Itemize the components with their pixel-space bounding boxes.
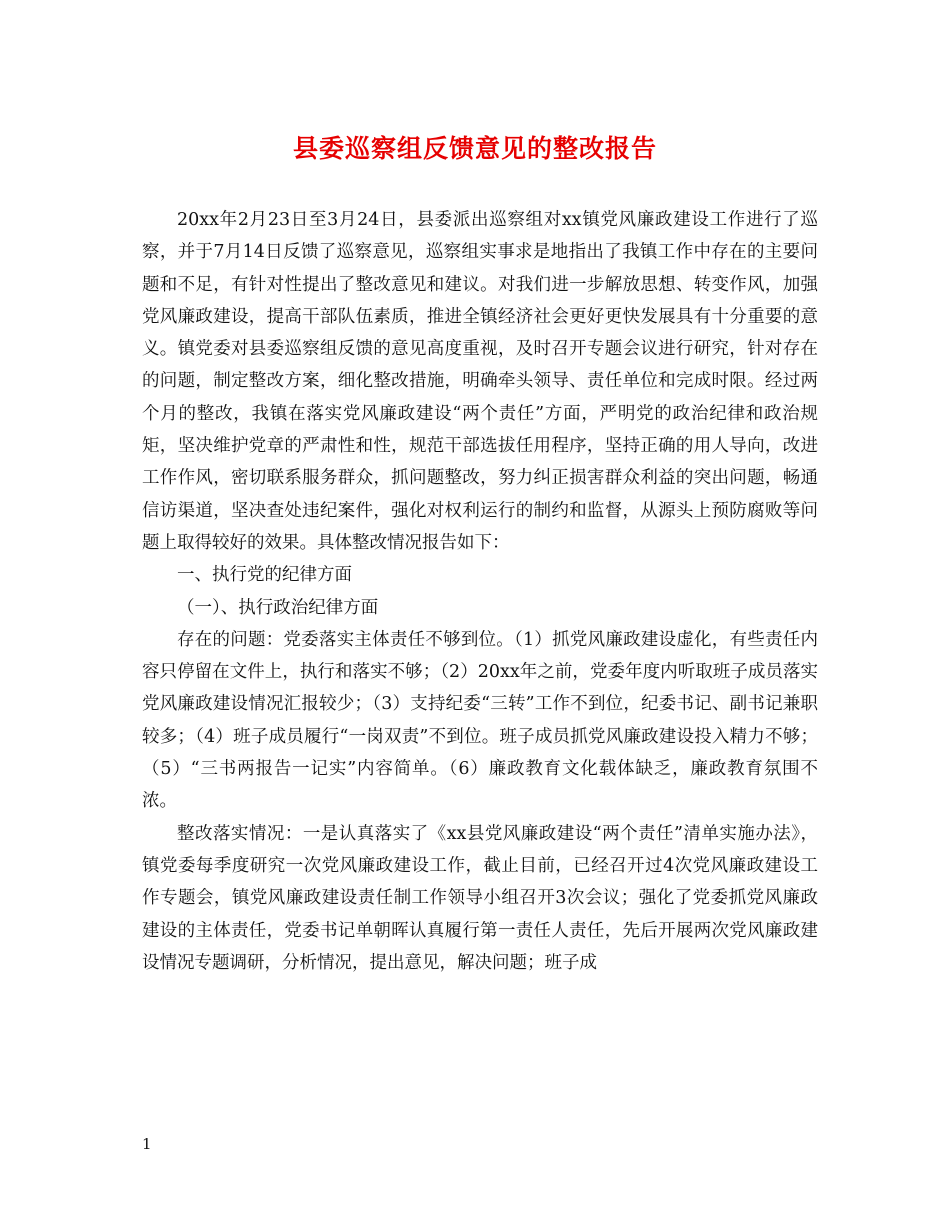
page-number: 1 <box>142 1135 152 1153</box>
paragraph-intro: 20xx年2月23日至3月24日，县委派出巡察组对xx镇党风廉政建设工作进行了巡察，并于7月14日反馈了巡察意见，巡察组实事求是地指出了我镇工作中存在的主要问题和不足，有针对性提出了整改意见和建议。对我们进一步解放思想、转变作风，加强党风廉政建设，提高干部队伍素质，推进全镇经济社会更好更快发展具有十分重要的意义。镇党委对县委巡察组反馈的意见高度重视，及时召开专题会议进行研究，针对存在的问题，制定整改方案，细化整改措施，明确牵头领导、责任单位和完成时限。经过两个月的整改，我镇在落实党风廉政建设“两个责任”方面，严明党的政治纪律和政治规矩，坚决维护党章的严肃性和性，规范干部选拔任用程序，坚持正确的用人导向，改进工作作风，密切联系服务群众，抓问题整改，努力纠正损害群众利益的突出问题，畅通信访渠道，坚决查处违纪案件，强化对权利运行的制约和监督，从源头上预防腐败等问题上取得较好的效果。具体整改情况报告如下： <box>142 210 818 553</box>
document-title: 县委巡察组反馈意见的整改报告 <box>292 134 657 163</box>
section-heading-1: 一、执行党的纪律方面 <box>177 565 352 586</box>
document-body <box>142 204 818 979</box>
subsection-heading-1: （一）、执行政治纪律方面 <box>177 597 379 618</box>
paragraph-rectification: 整改落实情况：一是认真落实了《xx县党风廉政建设“两个责任”清单实施办法》，镇党委每季度研究一次党风廉政建设工作，截止目前，已经召开过4次党风廉政建设工作专题会，镇党风廉政建设责任制工作领导小组召开3次会议；强化了党委抓党风廉政建设的主体责任，党委书记单朝晖认真履行第一责任人责任，先后开展两次党风廉政建设情况专题调研，分析情况，提出意见，解决问题；班子成 <box>142 823 818 973</box>
paragraph-problems: 存在的问题：党委落实主体责任不够到位。（1）抓党风廉政建设虚化，有些责任内容只停留在文件上，执行和落实不够；（2）20xx年之前，党委年度内听取班子成员落实党风廉政建设情况汇报较少；（3）支持纪委“三转”工作不到位，纪委书记、副书记兼职较多；（4）班子成员履行“一岗双责”不到位。班子成员抓党风廉政建设投入精力不够；（5）“三书两报告一记实”内容简单。（6）廉政教育文化载体缺乏，廉政教育氛围不浓。 <box>142 629 818 812</box>
